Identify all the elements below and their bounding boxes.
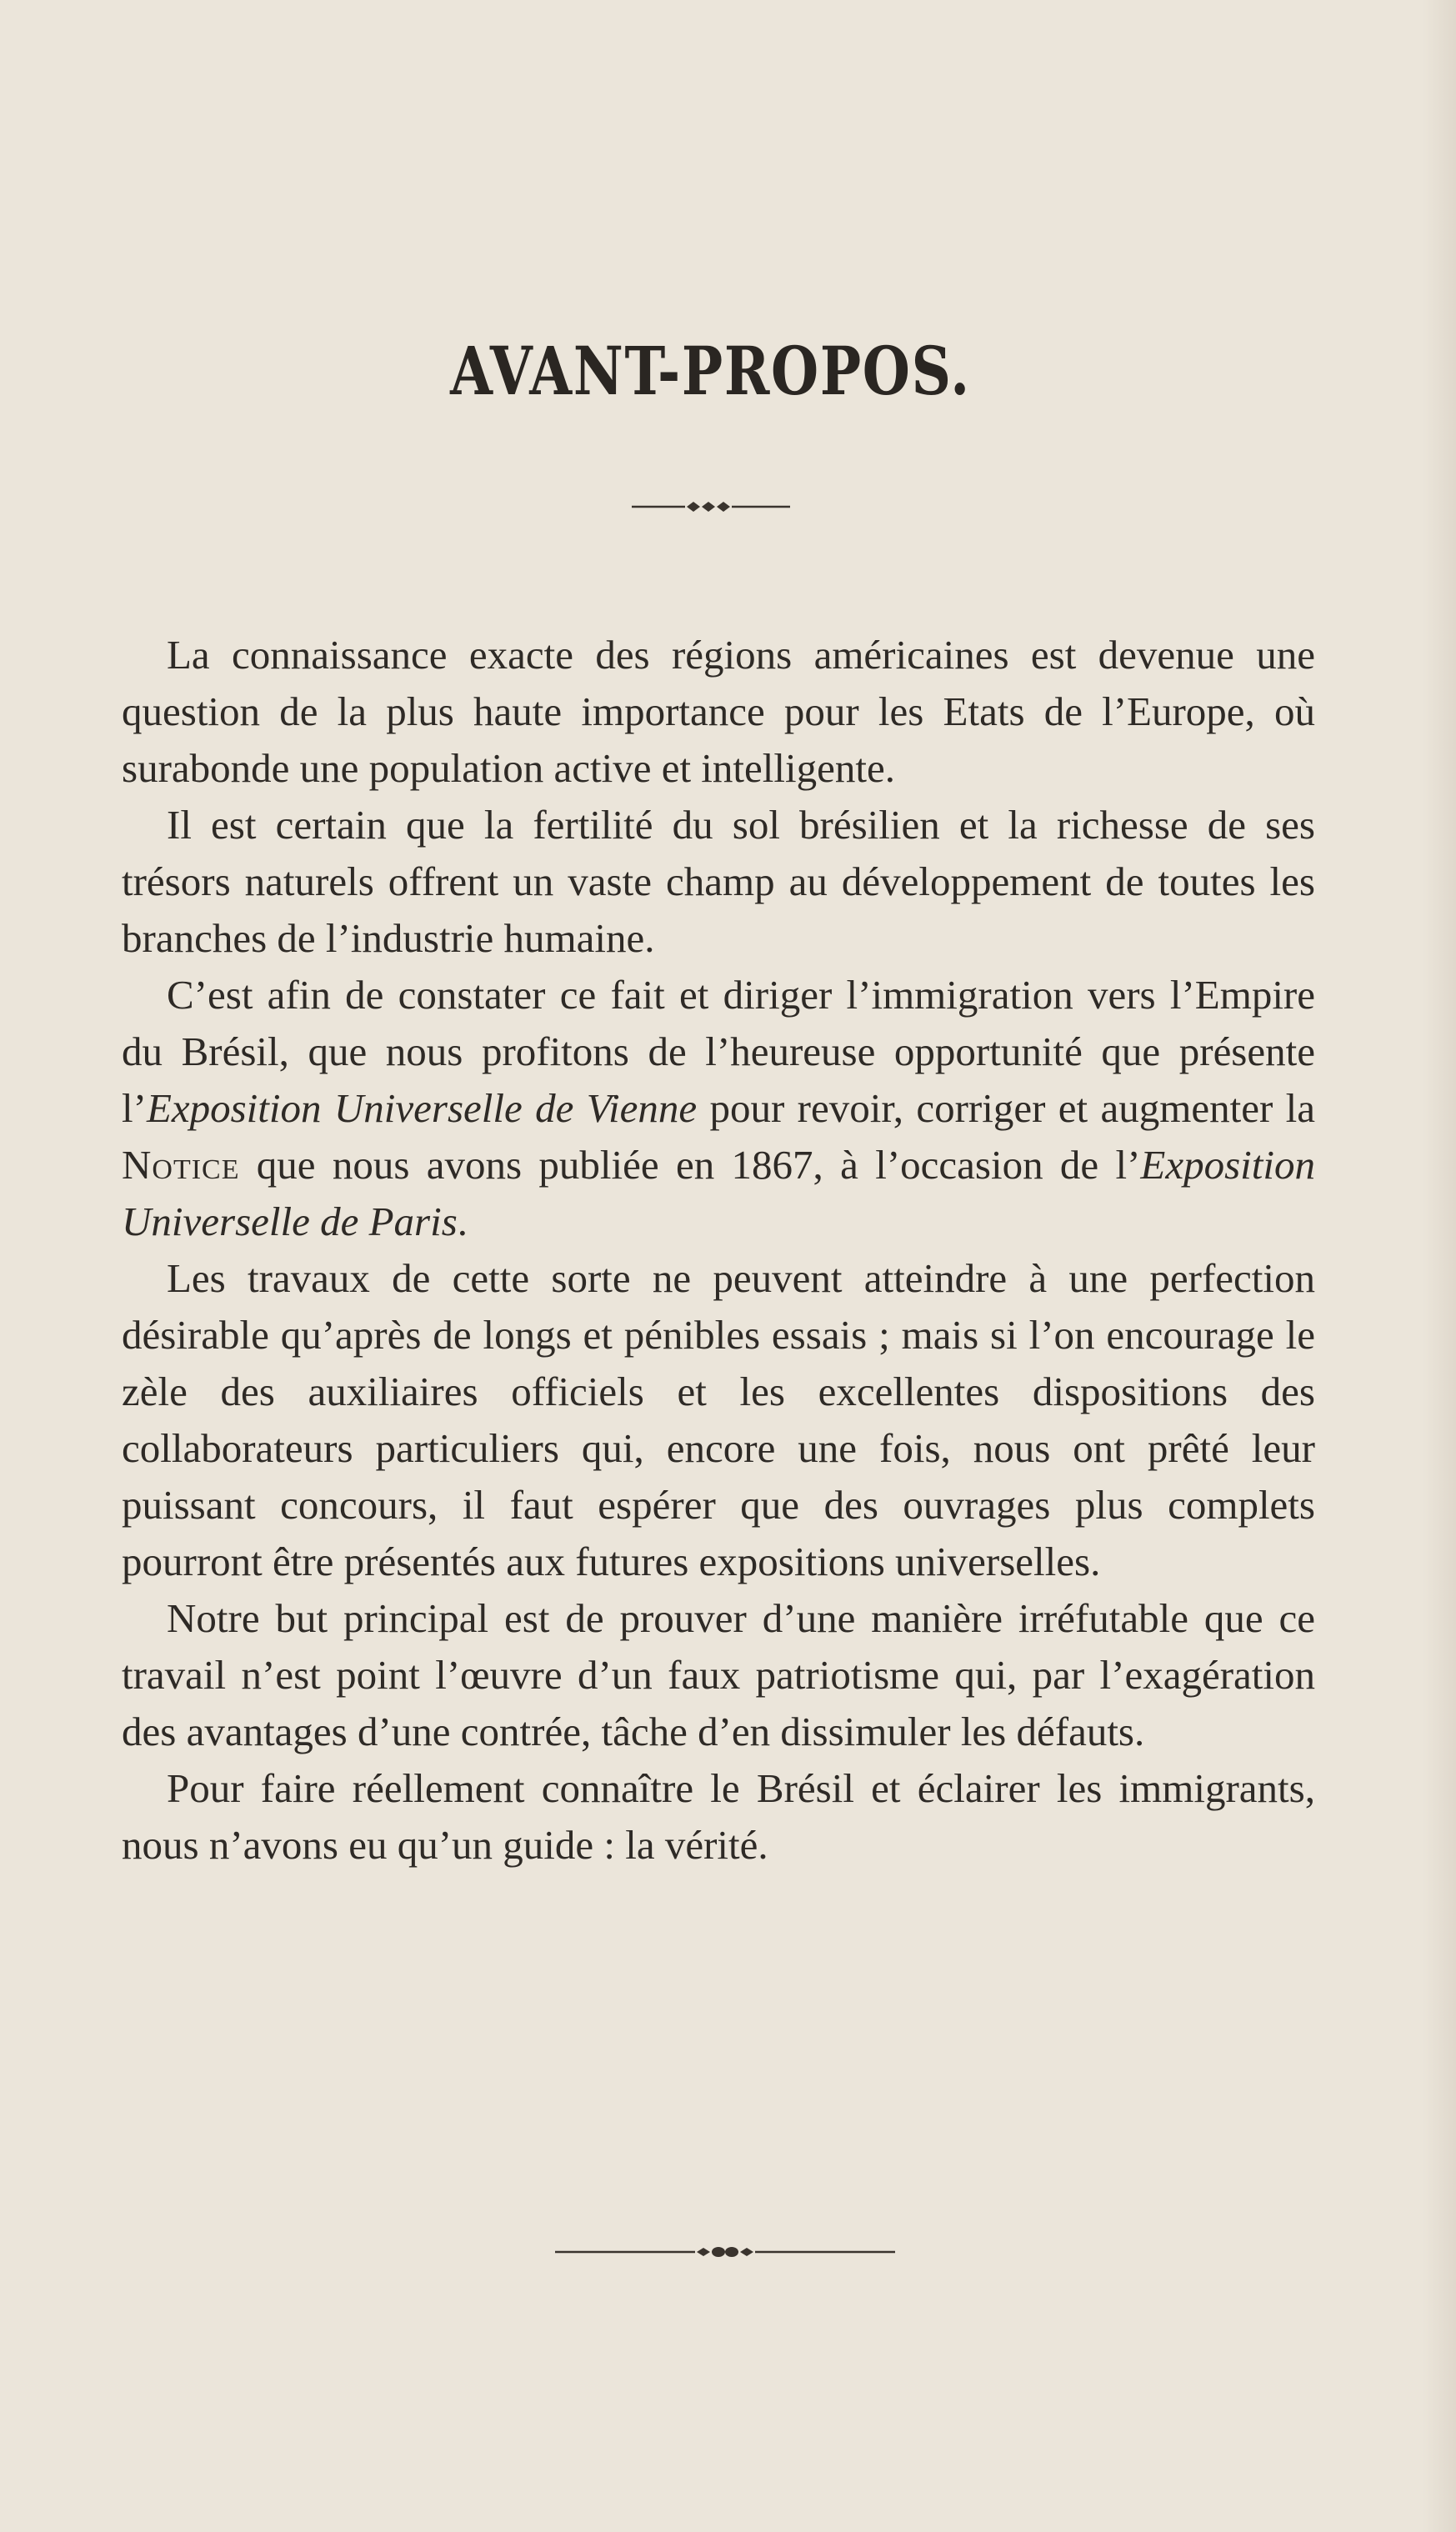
ornament-rule-bottom	[555, 2242, 895, 2262]
paragraph-3-text-a: C’est afin de constater ce fait et diriger l’immigration vers l’Empire du Brésil, que nous profitons de l’heureuse opportunité que présente l’	[122, 972, 1315, 1131]
paragraph-6: Pour faire réellement connaître le Brésil et éclairer les immigrants, nous n’avons eu qu’un guide : la vérité.	[122, 1765, 1315, 1868]
ornament-rule-top	[632, 497, 790, 517]
paragraph-5: Notre but principal est de prouver d’une manière irréfutable que ce travail n’est point l’œuvre d’un faux patriotisme qui, par l’exagération des avantages d’une contrée, tâche d’en dissimuler les défauts.	[122, 1595, 1315, 1754]
paragraph-3-text-g: .	[457, 1198, 468, 1244]
paragraph-3-text-c: pour revoir, corriger et augmenter la	[697, 1085, 1315, 1131]
page-edge-shadow	[1423, 0, 1456, 2532]
paragraph-3-italic-vienne: Exposition Universelle de Vienne	[146, 1085, 698, 1131]
foreword-body	[122, 627, 1315, 1874]
paragraph-3-text-e: que nous avons publiée en 1867, à l’occasion de l’	[239, 1142, 1141, 1188]
paragraph-4: Les travaux de cette sorte ne peuvent atteindre à une perfection désirable qu’après de longs et pénibles essais ; mais si l’on encourage le zèle des auxiliaires officiels et les excellentes dispositions des collaborateurs particuliers qui, encore une fois, nous ont prêté leur puissant concours, il faut espérer que des ouvrages plus complets pourront être présentés aux futures expositions universelles.	[122, 1255, 1315, 1584]
paragraph-3-notice: Notice	[122, 1142, 240, 1188]
paragraph-2: Il est certain que la fertilité du sol brésilien et la richesse de ses trésors naturels offrent un vaste champ au développement de toutes les branches de l’industrie humaine.	[122, 802, 1315, 961]
paragraph-3	[122, 967, 1315, 1250]
paragraph-3-italic-paris: Exposition Universelle de Paris	[122, 1142, 1315, 1244]
paragraph-1: La connaissance exacte des régions américaines est devenue une question de la plus haute importance pour les Etats de l’Europe, où surabonde une population active et intelligente.	[122, 632, 1315, 791]
page-title: AVANT-PROPOS.	[450, 332, 971, 410]
